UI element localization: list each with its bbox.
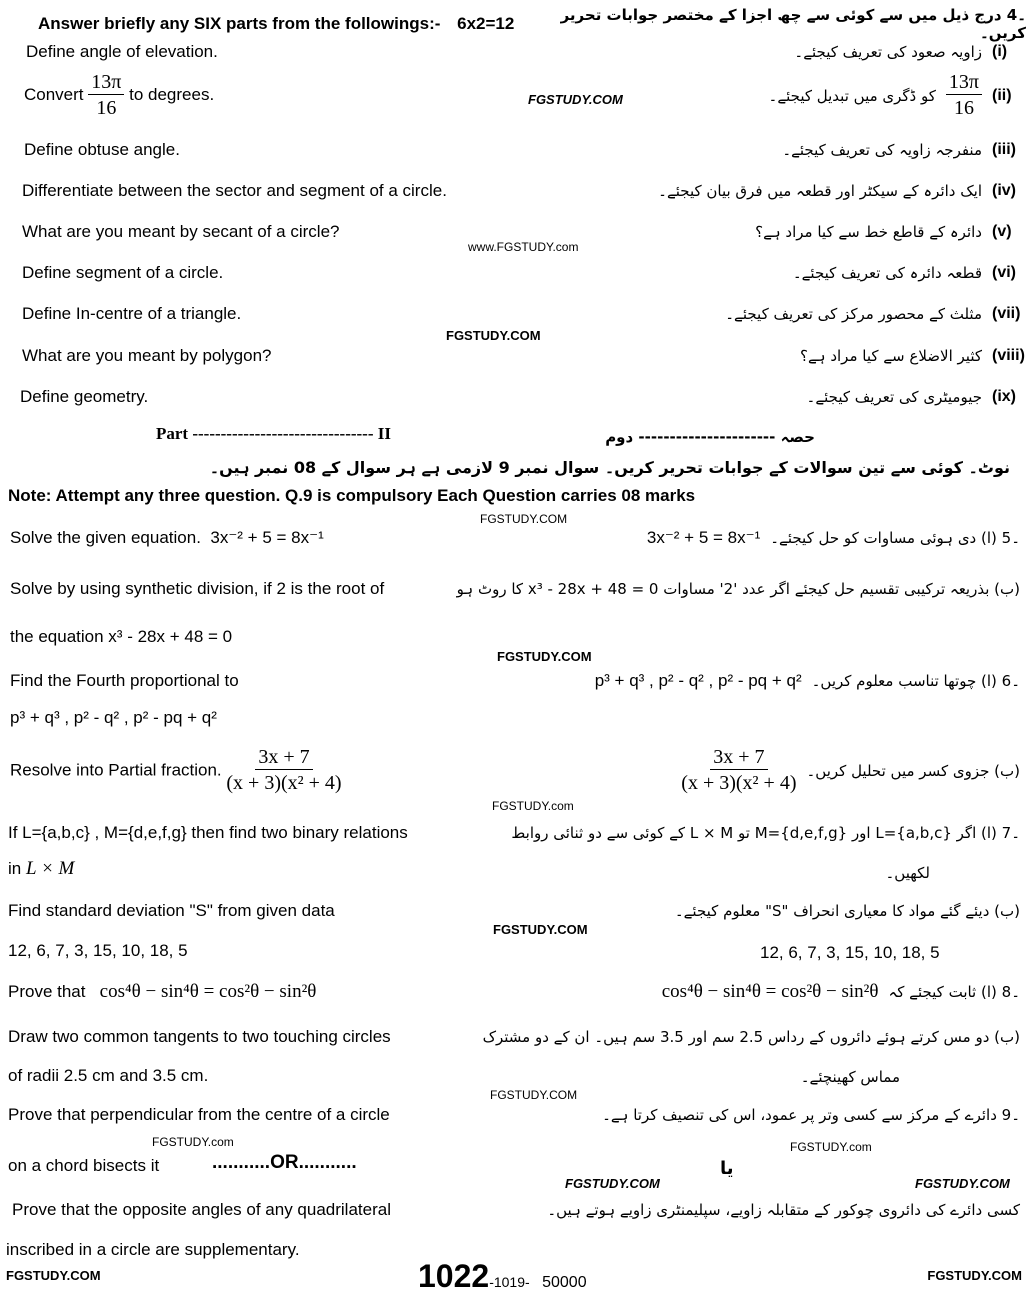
q-vii-ur: مثلث کے محصور مرکز کی تعریف کیجئے۔ (725, 305, 982, 323)
q9-row (8, 1105, 1020, 1125)
code-small: -1019- (489, 1274, 530, 1290)
watermark: FGSTUDY.com (492, 799, 574, 813)
q8b-en2: of radii 2.5 cm and 3.5 cm. (8, 1066, 209, 1085)
q-v-ur: دائرہ کے قاطع خط سے کیا مراد ہے؟ (755, 223, 982, 241)
instruction-urdu: ۔4 درج ذیل میں سے کوئی سے چھ اجزا کے مختصر جوابات تحریر کریں۔ (560, 6, 1026, 42)
q8a-text: Prove that (8, 982, 86, 1001)
watermark: FGSTUDY.COM (528, 92, 623, 107)
q9-right (602, 1106, 1020, 1124)
q-v-right (755, 223, 1026, 241)
q5b-ur: (ب) بذریعہ ترکیبی تقسیم حل کیجئے اگر عدد '2' مساوات x³ - 28x + 48 = 0 کا روٹ ہو (456, 580, 1020, 598)
q9b-en2: inscribed in a circle are supplementary. (6, 1240, 300, 1259)
or-ur: یا (720, 1158, 734, 1179)
q-i-right (794, 43, 1026, 61)
watermark: www.FGSTUDY.com (468, 240, 579, 254)
q7a-ur2: لکھیں۔ (885, 864, 930, 882)
q-viii-num: (viii) (992, 347, 1025, 364)
q5b-en1: Solve by using synthetic division, if 2 is the root of (10, 579, 385, 598)
denominator: 16 (953, 97, 974, 119)
q9-ur: ۔9 دائرے کے مرکز سے کسی وتر پر عمود، اس کی تنصیف کرتا ہے۔ (602, 1106, 1020, 1124)
q6b-row (10, 745, 1020, 796)
q-iii-row (24, 140, 1026, 160)
part-heading: Part -------------------------------- II (156, 424, 391, 443)
q5a-en (10, 528, 324, 548)
q-viii-right (800, 347, 1026, 365)
denominator: (x + 3)(x² + 4) (226, 772, 342, 794)
q5a-text: Solve the given equation. (10, 528, 201, 547)
q-ix-right (807, 388, 1026, 406)
q-vi-right (793, 264, 1026, 282)
q9b-row (12, 1200, 1020, 1220)
q8b-ur1: (ب) دو مس کرتے ہوئے دائروں کے رداس 2.5 سم اور 3.5 سم ہیں۔ ان کے دو مشترک (482, 1028, 1020, 1046)
lxm: L × M (25, 858, 75, 879)
q8a-row (8, 981, 1020, 1003)
q8a-ur: ۔8 (ا) ثابت کیجئے کہ (888, 983, 1020, 1001)
header-left (38, 14, 514, 34)
q6b-en (10, 745, 342, 796)
q-iii-right (782, 141, 1026, 159)
numerator: 3x + 7 (255, 745, 312, 770)
q-iv-en: Differentiate between the sector and segment of a circle. (22, 181, 447, 200)
q-vii-en: Define In-centre of a triangle. (22, 304, 242, 323)
q-ii-right (769, 70, 1026, 121)
q6a-en1: Find the Fourth proportional to (10, 671, 239, 690)
q-iii-ur: منفرجہ زاویہ کی تعریف کیجئے۔ (782, 141, 982, 159)
q8a-en (8, 981, 316, 1003)
q-iv-ur: ایک دائرہ کے سیکٹر اور قطعہ میں فرق بیان کیجئے۔ (658, 182, 982, 200)
q-viii-row (22, 346, 1026, 366)
q6a-expr-ur: p³ + q³ , p² - q² , p² - pq + q² (594, 671, 802, 690)
q8b-en1: Draw two common tangents to two touching circles (8, 1027, 391, 1046)
q-ix-ur: جیومیٹری کی تعریف کیجئے۔ (806, 388, 982, 406)
watermark: FGSTUDY.COM (480, 512, 568, 526)
watermark: FGSTUDY.com (790, 1140, 872, 1154)
q6a-ur: ۔6 (ا) چوتھا تناسب معلوم کریں۔ (811, 672, 1020, 690)
q6b-text: Resolve into Partial fraction. (10, 760, 222, 780)
q-ii-ur: کو ڈگری میں تبدیل کیجئے۔ (768, 86, 936, 105)
header-row (38, 6, 1026, 42)
q9b-right (547, 1201, 1020, 1219)
q-iii-num: (iii) (992, 141, 1016, 158)
watermark: FGSTUDY.com (152, 1135, 234, 1149)
q-vi-num: (vi) (992, 264, 1016, 281)
q7a-en2 (8, 858, 74, 880)
q6a-right (595, 671, 1020, 691)
q8a-right (662, 981, 1020, 1003)
q8b-row (8, 1027, 1020, 1047)
watermark: FGSTUDY.COM (565, 1176, 660, 1191)
q-viii-en: What are you meant by polygon? (22, 346, 272, 365)
watermark: FGSTUDY.COM (490, 1088, 578, 1102)
paper-code (418, 1258, 587, 1295)
header-right (532, 6, 1026, 42)
copies-count: 50000 (542, 1274, 587, 1291)
q6a-en2: p³ + q³ , p² - q² , p² - pq + q² (10, 708, 217, 727)
q-vii-right (725, 305, 1026, 323)
q-ii-pre: Convert (24, 84, 84, 104)
q7a-right (511, 824, 1020, 842)
denominator: 16 (96, 97, 117, 119)
q8b-right (483, 1028, 1020, 1046)
or-separator: ...........OR........... (212, 1152, 357, 1173)
q-v-num: (v) (992, 223, 1012, 240)
q-ix-en: Define geometry. (20, 387, 149, 406)
q6a-row (10, 671, 1020, 691)
q8b-ur2: مماس کھینچئے۔ (800, 1068, 900, 1086)
q-iii-en: Define obtuse angle. (24, 140, 180, 159)
code-big: 1022 (418, 1258, 490, 1294)
q-ii-row (24, 70, 1026, 121)
q7b-data: 12, 6, 7, 3, 15, 10, 18, 5 (8, 941, 188, 960)
q-ix-row (20, 387, 1026, 407)
q7b-right (675, 902, 1020, 920)
fraction (88, 70, 124, 121)
q-ii-post: to degrees. (129, 84, 215, 104)
q7b-ur: (ب) دیئے گئے مواد کا معیاری انحراف "S" معلوم کیجئے۔ (674, 902, 1020, 920)
watermark: FGSTUDY.COM (446, 328, 541, 343)
q5b-row (10, 579, 1020, 599)
q9-en2: on a chord bisects it (8, 1156, 160, 1175)
note-en: Note: Attempt any three question. Q.9 is compulsory Each Question carries 08 marks (8, 486, 696, 505)
q5b-right (457, 580, 1020, 598)
watermark: FGSTUDY.COM (915, 1176, 1010, 1191)
q-iv-num: (iv) (992, 182, 1016, 199)
q-vii-row (22, 304, 1026, 324)
numerator: 3x + 7 (710, 745, 767, 770)
q6b-fraction-ur (681, 745, 796, 796)
numerator: 13π (88, 70, 124, 95)
q-i-en: Define angle of elevation. (26, 42, 218, 61)
q-i-row (26, 42, 1026, 62)
numerator: 13π (946, 70, 982, 95)
instruction: Answer briefly any SIX parts from the followings:- (38, 14, 441, 33)
q5b-en2: the equation x³ - 28x + 48 = 0 (10, 627, 233, 646)
q5a-ur: ۔5 (ا) دی ہوئی مساوات کو حل کیجئے۔ (770, 529, 1020, 547)
q-iv-right (658, 182, 1026, 200)
q-viii-ur: کثیر الاضلاع سے کیا مراد ہے؟ (800, 347, 982, 365)
q6b-right (681, 745, 1020, 796)
q7a-en1: If L={a,b,c} , M={d,e,f,g} then find two binary relations (8, 823, 408, 842)
partial-fraction (226, 745, 341, 796)
q-vi-en: Define segment of a circle. (22, 263, 224, 282)
footer-left: FGSTUDY.COM (6, 1268, 101, 1283)
q5a-equation: 3x⁻² + 5 = 8x⁻¹ (210, 528, 324, 547)
q6b-ur: (ب) جزوی کسر میں تحلیل کریں۔ (806, 761, 1020, 780)
q5a-right (647, 528, 1020, 548)
q7b-en: Find standard deviation "S" from given data (8, 901, 335, 920)
q-ix-num: (ix) (992, 388, 1016, 405)
part-heading-ur: حصہ ---------------------- دوم (605, 428, 815, 446)
denominator: (x + 3)(x² + 4) (681, 772, 797, 794)
q-vii-num: (vii) (992, 305, 1021, 322)
q-ii-fraction-ur (946, 70, 982, 121)
q7b-data-ur: 12, 6, 7, 3, 15, 10, 18, 5 (760, 943, 940, 962)
q-ii-num: (ii) (992, 86, 1012, 104)
q-i-ur: زاویہ صعود کی تعریف کیجئے۔ (794, 43, 982, 61)
watermark: FGSTUDY.COM (493, 922, 588, 937)
q-ii-en (24, 70, 214, 121)
q-vi-ur: قطعہ دائرہ کی تعریف کیجئے۔ (792, 264, 982, 282)
watermark: FGSTUDY.COM (497, 649, 592, 664)
q5a-row (10, 528, 1020, 548)
q-v-row (22, 222, 1026, 242)
q8a-identity: cos⁴θ − sin⁴θ = cos²θ − sin²θ (99, 981, 317, 1002)
q8a-identity-ur: cos⁴θ − sin⁴θ = cos²θ − sin²θ (661, 981, 879, 1002)
q-v-en: What are you meant by secant of a circle? (22, 222, 340, 241)
q-i-num: (i) (992, 43, 1008, 60)
q5a-eq-ur: 3x⁻² + 5 = 8x⁻¹ (646, 528, 761, 547)
q7a-in: in (8, 859, 22, 878)
q7a-ur1: ۔7 (ا) اگر L={a,b,c} اور M={d,e,f,g} تو L × M کے کوئی سے دو ثنائی روابط (511, 824, 1020, 842)
note-ur: نوٹ۔ کوئی سے تین سوالات کے جوابات تحریر کریں۔ سوال نمبر 9 لازمی ہے ہر سوال کے 08 نمبر ہیں۔ (209, 458, 1010, 477)
q-iv-row (22, 181, 1026, 201)
q7a-row (8, 823, 1020, 843)
q-vi-row (22, 263, 1026, 283)
q7b-row (8, 901, 1020, 921)
q9-en1: Prove that perpendicular from the centre of a circle (8, 1105, 390, 1124)
q9b-ur: کسی دائرے کی دائروی چوکور کے متقابلہ زاویے، سپلیمنٹری زاویے ہوتے ہیں۔ (547, 1201, 1020, 1219)
q9b-en1: Prove that the opposite angles of any quadrilateral (12, 1200, 391, 1219)
marks: 6x2=12 (457, 14, 515, 33)
footer-right: FGSTUDY.COM (927, 1268, 1022, 1283)
